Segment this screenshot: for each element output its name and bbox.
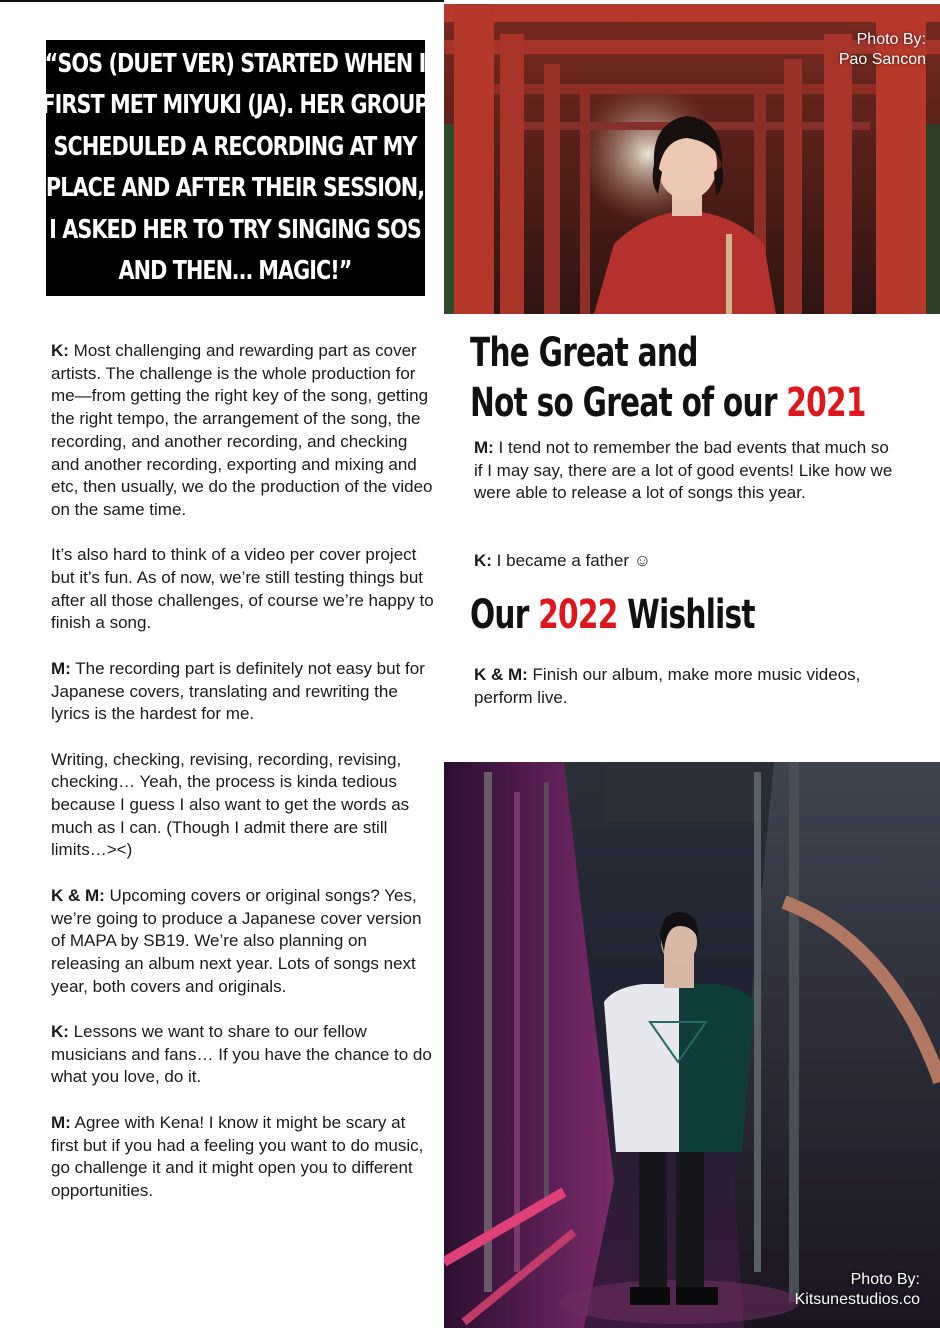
article-paragraph <box>51 1112 436 1203</box>
speaker-label: K & M: <box>51 885 105 905</box>
heading-not-so-great <box>470 378 866 428</box>
paragraph-text: Writing, checking, revising, recording, revising, checking… Yeah, the process is kinda tedious because I guess I also want to get the words as much as I can. (Though I admit there are still limits…><) <box>51 749 410 860</box>
great-k-paragraph <box>474 550 894 573</box>
speaker-label: M: <box>51 658 71 678</box>
heading-not-so-great-text: Not so Great of our <box>470 380 787 426</box>
pull-quote-box <box>41 40 430 296</box>
heading-wishlist <box>470 590 755 640</box>
pull-quote-text <box>42 44 429 293</box>
paragraph-text: Upcoming covers or original songs? Yes, we’re going to produce a Japanese cover version of MAPA by SB19. We’re also planning on releasing an album next year. Lots of songs next year, both covers and originals. <box>51 885 422 996</box>
photo-credit-bottom <box>795 1270 920 1310</box>
heading-wishlist-suffix: Wishlist <box>617 592 755 638</box>
photo-credit-top <box>839 30 926 70</box>
speaker-label: M: <box>474 438 494 457</box>
quote-line: SCHEDULED A RECORDING AT MY <box>54 131 418 162</box>
paragraph-text: I tend not to remember the bad events that much so if I may say, there are a lot of good events! Like how we were able to release a lot of songs this year. <box>474 438 893 503</box>
quote-line: FIRST MET MIYUKI (JA). HER GROUP <box>41 90 430 120</box>
article-paragraph <box>51 885 436 999</box>
speaker-label: K & M: <box>474 665 528 684</box>
alley-photo <box>444 762 940 1328</box>
speaker-label: K: <box>474 551 492 570</box>
wishlist-paragraph <box>474 664 894 709</box>
article-paragraph <box>51 658 436 726</box>
photo-credit-name: Pao Sancon <box>838 51 926 68</box>
paragraph-text: Most challenging and rewarding part as cover artists. The challenge is the whole production for me—from getting the right key of the song, getting the right tempo, the arrangement of the song, the recording, and another recording, and checking and another recording, exporting and mixing and etc, then usually, we do the production of the video on the same time. <box>51 341 433 519</box>
alley-illustration <box>444 762 940 1328</box>
speaker-label: K: <box>51 1022 69 1042</box>
photo-credit-name: Kitsunestudios.co <box>794 1291 920 1308</box>
article-paragraph <box>51 340 436 522</box>
paragraph-text: Finish our album, make more music videos, perform live. <box>474 665 861 707</box>
heading-year-2021: 2021 <box>786 380 866 426</box>
article-paragraph <box>51 749 436 863</box>
paragraph-text: It’s also hard to think of a video per cover project but it’s fun. As of now, we’re still testing things but after all those challenges, of course we’re happy to finish a song. <box>51 545 434 633</box>
quote-line: PLACE AND AFTER THEIR SESSION, <box>46 173 425 203</box>
speaker-label: M: <box>51 1112 71 1132</box>
top-rule <box>0 0 444 2</box>
quote-line: “SOS (DUET VER) STARTED WHEN I <box>45 48 426 79</box>
article-left-column <box>51 340 436 1225</box>
photo-credit-label: Photo By: <box>850 1271 920 1288</box>
paragraph-text: Agree with Kena! I know it might be scary at first but if you had a feeling you want to do music, go challenge it and it might open you to different opportunities. <box>51 1112 424 1200</box>
heading-great: The Great and <box>470 330 698 376</box>
heading-year-2022: 2022 <box>538 592 618 638</box>
quote-line: I ASKED HER TO TRY SINGING SOS <box>49 214 422 245</box>
photo-credit-label: Photo By: <box>856 31 926 48</box>
article-paragraph <box>51 544 436 635</box>
speaker-label: K: <box>51 341 69 360</box>
paragraph-text: Lessons we want to share to our fellow musicians and fans… If you have the chance to do what you love, do it. <box>51 1022 432 1087</box>
paragraph-text: I became a father ☺ <box>491 551 652 570</box>
great-m-paragraph <box>474 437 894 505</box>
paragraph-text: The recording part is definitely not easy but for Japanese covers, translating and rewriting the lyrics is the hardest for me. <box>51 658 425 724</box>
torii-gates-photo <box>444 4 940 314</box>
article-paragraph <box>51 1021 436 1089</box>
quote-line: AND THEN… MAGIC!” <box>119 256 353 286</box>
heading-wishlist-prefix: Our <box>470 592 539 638</box>
